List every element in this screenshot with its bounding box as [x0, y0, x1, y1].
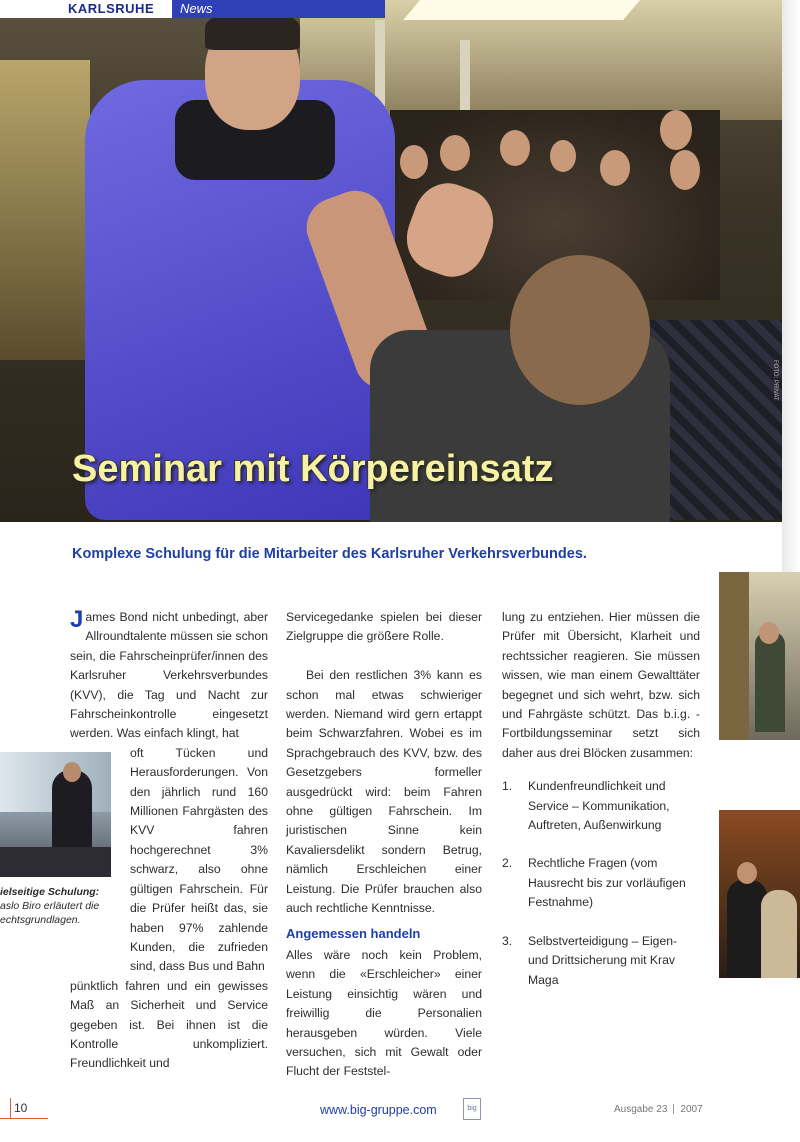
footer-url[interactable]: www.big-gruppe.com [320, 1103, 437, 1117]
person [761, 890, 797, 978]
section-category: News [172, 0, 385, 18]
attacker-head [510, 255, 650, 405]
paragraph: pünktlich fahren und ein gewisses Maß an Sicherheit und Service gegeben ist. Bei ihnen ist die Kontrolle unkompliziert. Freundlichkeit und [70, 978, 268, 1071]
paragraph: Bei den restlichen 3% kann es schon mal etwas schwieriger werden. Niemand wird gern ertappt beim Schwarzfahren. Wobei es im Sprachgebrauch des KVV, bzw. des Gesetzgebers formeller ausgedrückt wird: beim Fahren ohne gültigen Fahrschein. Im juristischen Sinne kein Kavaliersdelikt sondern Betrug, nämlich Erschleichen einer Leistung. Die Prüfer brauchen also auch rechtliche Kenntnisse. [286, 668, 482, 916]
instructor-face [63, 762, 81, 782]
audience-head [660, 110, 692, 150]
audience-head [440, 135, 470, 171]
audience-head [400, 145, 428, 179]
paragraph: Alles wäre noch kein Problem, wenn die «Erschleicher» einer Leistung einsichtig wären und freiwillig die Personalien herausgeben würden. Viele versuchen, sich mit Gewalt oder Flucht der Feststel- [286, 947, 482, 1079]
drop-cap: J [70, 606, 84, 633]
audience-head [600, 150, 630, 186]
paragraph: lung zu entziehen. Hier müssen die Prüfer mit Übersicht, Klarheit und rechtssicher reagieren. Sie müssen wissen, wie man einem Gewalttäter begegnet und sich wehrt, bzw. sich und Fahrgäste schützt. Das b.i.g. - Fortbildungsseminar setzt sich daher aus drei Blöcken zusammen: [502, 610, 700, 760]
caption-text: aslo Biro erläutert die echtsgrundlagen. [0, 900, 100, 926]
section-name: KARLSRUHE [68, 1, 155, 16]
audience-head [550, 140, 576, 172]
big-logo: big [463, 1098, 481, 1120]
door-frame [719, 572, 749, 740]
headline: Seminar mit Körpereinsatz [72, 448, 554, 490]
section-subheading: Angemessen handeln [286, 926, 421, 942]
train-window [0, 60, 90, 360]
hero-photo [0, 0, 782, 522]
audience-head [500, 130, 530, 166]
photo-credit: FOTO: PRIVAT [772, 360, 778, 401]
seated-audience [0, 847, 111, 877]
audience-head [670, 150, 700, 190]
inset-photo [0, 752, 111, 877]
article-column-3 [502, 608, 700, 1009]
section-header [0, 0, 385, 18]
side-photo-train [719, 572, 800, 740]
person [755, 632, 785, 732]
person-face [759, 622, 779, 644]
page-spine [782, 0, 800, 572]
person-face [737, 862, 757, 884]
page-number: 10 [14, 1101, 28, 1115]
issue-info: Ausgabe 23 2007 [614, 1104, 703, 1115]
seminar-blocks-list [502, 777, 700, 990]
paragraph: oft Tücken und Herausforderungen. Von den jährlich rund 160 Millionen Fahrgästen des KVV fahren hochgerechnet 3% schwarz, also ohne gültigen Fahrschein. Für die Prüfer heißt das, sie haben 97% zahlende Kunden, die zufrieden sind, dass Bus und Bahn [130, 745, 268, 974]
caption-title: ielseitige Schulung: [0, 886, 100, 898]
list-item: 1. Kundenfreundlichkeit und Service – Kommunikation, Auftreten, Außenwirkung [502, 779, 670, 833]
page-number-bar [10, 1098, 11, 1118]
ceiling-light [403, 0, 640, 20]
list-item: 3. Selbstverteidigung – Eigen- und Drittsicherung mit Krav Maga [502, 933, 678, 987]
footer-rule [0, 1118, 48, 1119]
photo-caption [0, 885, 110, 927]
paragraph: Servicegedanke spielen bei dieser Zielgruppe die größere Rolle. [286, 610, 482, 644]
side-photo-group [719, 810, 800, 978]
article-column-2 [286, 608, 482, 1082]
article-subtitle: Komplexe Schulung für die Mitarbeiter des Karlsruher Verkehrsverbundes. [72, 546, 587, 562]
paragraph: James Bond nicht unbedingt, aber Allroundtalente müssen sie schon sein, die Fahrscheinprüfer/innen des Karlsruher Verkehrsverbundes (KVV), die Tag und Nacht zur Fahrscheinkontrolle eingesetzt werden. Was einfach klingt, hat [70, 606, 268, 741]
list-item: 2. Rechtliche Fragen (vom Hausrecht bis zur vorläufigen Festnahme) [502, 856, 686, 910]
